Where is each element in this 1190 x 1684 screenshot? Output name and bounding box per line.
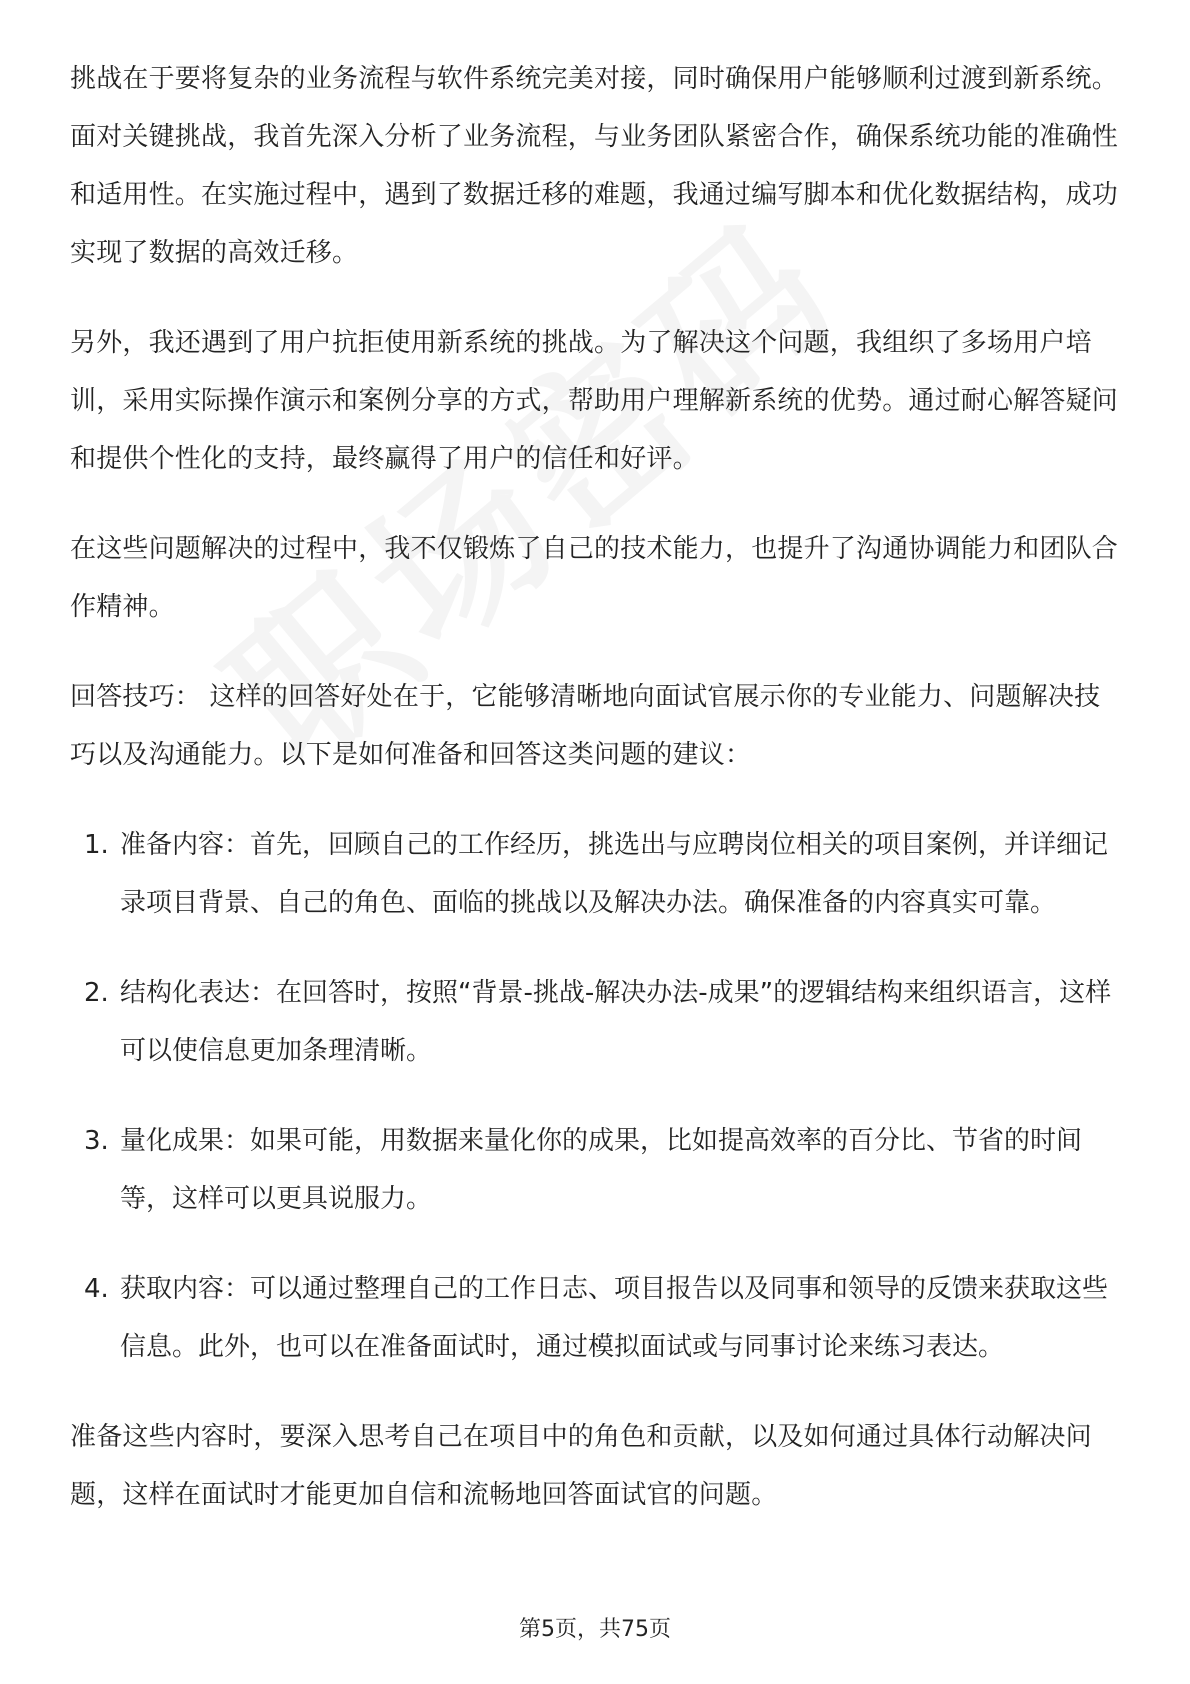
list-item-text: 量化成果：如果可能，用数据来量化你的成果，比如提高效率的百分比、节省的时间等，这样可以更具说服力。 bbox=[120, 1126, 1083, 1214]
list-item bbox=[70, 1260, 1120, 1376]
document-body bbox=[70, 50, 1120, 1556]
list-item-number: 2. bbox=[84, 978, 109, 1008]
list-item bbox=[70, 1112, 1120, 1228]
tips-list bbox=[70, 816, 1120, 1376]
list-item-text: 结构化表达：在回答时，按照“背景-挑战-解决办法-成果”的逻辑结构来组织语言，这样可以使信息更加条理清晰。 bbox=[120, 978, 1112, 1066]
paragraph-conclusion: 准备这些内容时，要深入思考自己在项目中的角色和贡献，以及如何通过具体行动解决问题，这样在面试时才能更加自信和流畅地回答面试官的问题。 bbox=[70, 1422, 1092, 1510]
paragraph-user-training: 另外，我还遇到了用户抗拒使用新系统的挑战。为了解决这个问题，我组织了多场用户培训，采用实际操作演示和案例分享的方式，帮助用户理解新系统的优势。通过耐心解答疑问和提供个性化的支持，最终赢得了用户的信任和好评。 bbox=[70, 328, 1119, 474]
list-item bbox=[70, 964, 1120, 1080]
list-item-text: 准备内容：首先，回顾自己的工作经历，挑选出与应聘岗位相关的项目案例，并详细记录项目背景、自己的角色、面临的挑战以及解决办法。确保准备的内容真实可靠。 bbox=[120, 830, 1109, 918]
paragraph-growth: 在这些问题解决的过程中，我不仅锻炼了自己的技术能力，也提升了沟通协调能力和团队合作精神。 bbox=[70, 534, 1119, 622]
page-number-footer: 第5页，共75页 bbox=[519, 1617, 671, 1642]
list-item-number: 1. bbox=[84, 830, 109, 860]
list-item-text: 获取内容：可以通过整理自己的工作日志、项目报告以及同事和领导的反馈来获取这些信息。此外，也可以在准备面试时，通过模拟面试或与同事讨论来练习表达。 bbox=[120, 1274, 1109, 1362]
list-item bbox=[70, 816, 1120, 932]
paragraph-challenge: 挑战在于要将复杂的业务流程与软件系统完美对接，同时确保用户能够顺利过渡到新系统。面对关键挑战，我首先深入分析了业务流程，与业务团队紧密合作，确保系统功能的准确性和适用性。在实施过程中，遇到了数据迁移的难题，我通过编写脚本和优化数据结构，成功实现了数据的高效迁移。 bbox=[70, 64, 1119, 268]
paragraph-answer-tips: 回答技巧： 这样的回答好处在于，它能够清晰地向面试官展示你的专业能力、问题解决技巧以及沟通能力。以下是如何准备和回答这类问题的建议： bbox=[70, 682, 1101, 770]
list-item-number: 3. bbox=[84, 1126, 109, 1156]
list-item-number: 4. bbox=[84, 1274, 109, 1304]
